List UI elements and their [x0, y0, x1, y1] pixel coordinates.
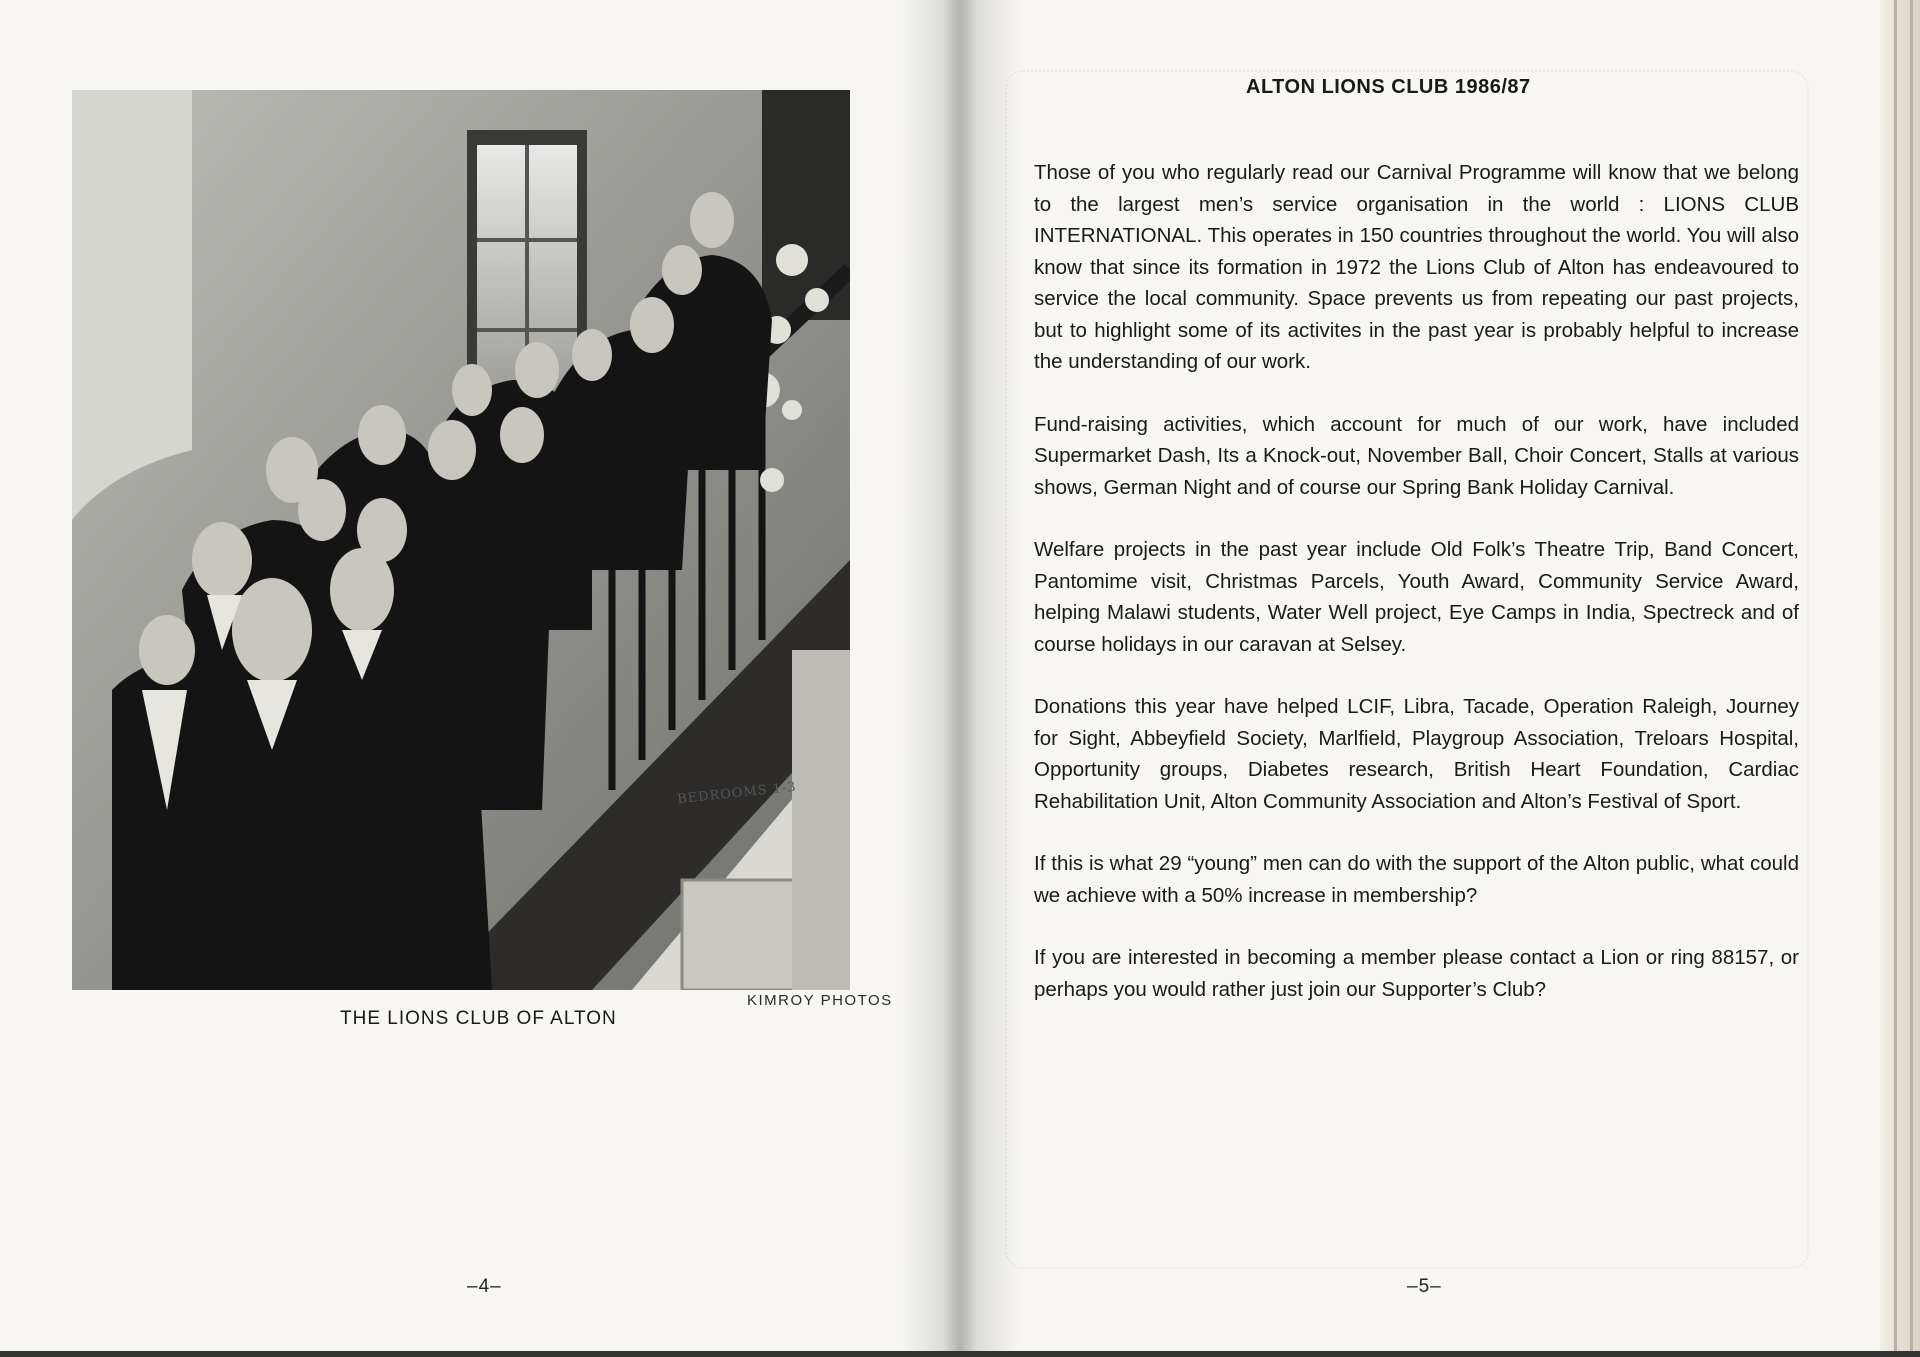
page-number-left: –4– [467, 1276, 502, 1297]
paragraph-fund-raising: Fund-raising activities, which account for much of our work, have included Supermarket Dash, Its a Knock-out, November Ball, Choir Concert, Stalls at various shows, German Night and of course our Spring Bank Holiday Carnival. [1034, 412, 1799, 499]
paragraph-membership: If this is what 29 “young” men can do with the support of the Alton public, what could we achieve with a 50% increase in membership? [1034, 852, 1799, 907]
left-page [0, 0, 935, 1357]
article-body [1034, 157, 1799, 1036]
group-photo [72, 90, 850, 990]
group-photo-illustration [72, 90, 850, 990]
scan-bottom-edge [0, 1351, 1920, 1357]
photo-credit: KIMROY PHOTOS [747, 992, 893, 1009]
page-number-right: –5– [1407, 1276, 1442, 1297]
article-heading: ALTON LIONS CLUB 1986/87 [1246, 76, 1531, 98]
paragraph-donations: Donations this year have helped LCIF, Libra, Tacade, Operation Raleigh, Journey for Sight, Abbeyfield Society, Marlfield, Playgroup Association, Treloars Hospital, Opportunity groups, Diabetes research, British Heart Foundation, Cardiac Rehabilitation Unit, Alton Community Association and Alton’s Festival of Sport. [1034, 695, 1799, 813]
paragraph-contact: If you are interested in becoming a member please contact a Lion or ring 88157, or perhaps you would rather just join our Supporter’s Club? [1034, 946, 1799, 1001]
photo-sign-text: BEDROOMS 1-3 [676, 779, 798, 808]
paragraph-intro: Those of you who regularly read our Carnival Programme will know that we belong to the largest men’s service organisation in the world : LIONS CLUB INTERNATIONAL. This operates in 150 countries throughout the world. You will also know that since its formation in 1972 the Lions Club of Alton has endeavoured to service the local community. Space prevents us from repeating our past projects, but to highlight some of its activites in the past year is probably helpful to increase the understanding of our work. [1034, 161, 1799, 373]
photo-caption: THE LIONS CLUB OF ALTON [340, 1008, 617, 1029]
page-edge [1880, 0, 1920, 1357]
paragraph-welfare: Welfare projects in the past year include Old Folk’s Theatre Trip, Band Concert, Pantomime visit, Christmas Parcels, Youth Award, Community Service Award, helping Malawi students, Water Well project, Eye Camps in India, Spectreck and of course holidays in our caravan at Selsey. [1034, 538, 1799, 656]
